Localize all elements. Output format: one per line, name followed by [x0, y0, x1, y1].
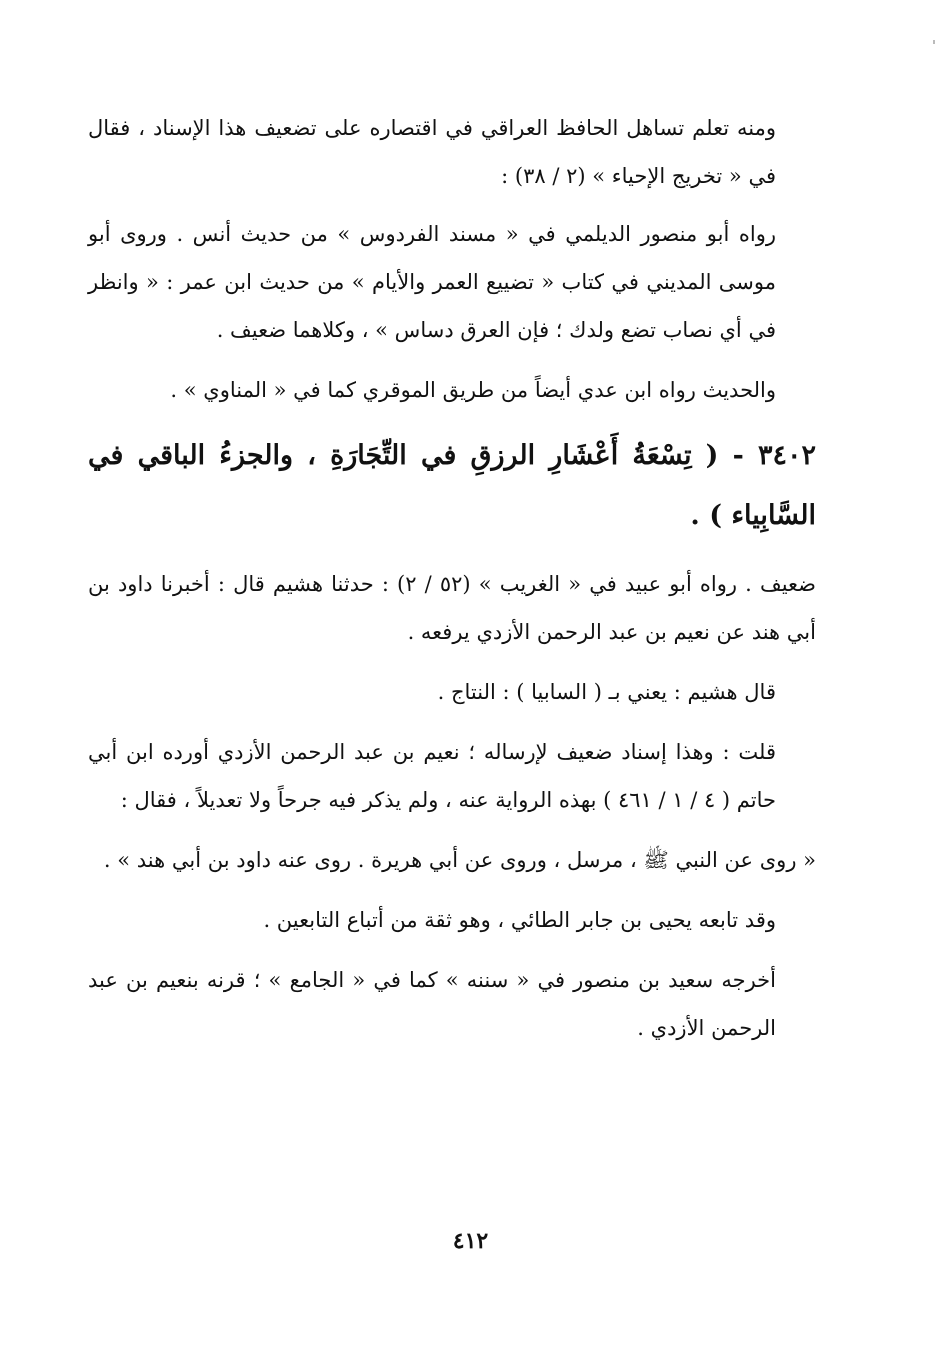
hadith-heading: ٣٤٠٢ - ( تِسْعَةُ أَعْشَارِ الرزقِ في التِّجَارَةِ ، والجزءُ الباقي في السَّابِياء ) . — [88, 440, 816, 531]
page-number: ٤١٢ — [452, 1228, 489, 1254]
paragraph-yahya-ibn-jabir: وقد تابعه يحيى بن جابر الطائي ، وهو ثقة من أتباع التابعين . — [263, 908, 776, 932]
paragraph-quote-ibn-abi-hatim: « روى عن النبي ﷺ ، مرسل ، وروى عن أبي هريرة . روى عنه داود بن أبي هند » . — [103, 848, 816, 872]
paragraph-said-ibn-mansur: أخرجه سعيد بن منصور في « سننه » كما في « الجامع » ؛ قرنه بنعيم بن عبد الرحمن الأزدي . — [88, 968, 776, 1040]
paragraph-daylami-narration: رواه أبو منصور الديلمي في « مسند الفردوس » من حديث أنس . وروى أبو موسى المديني في كتاب « تضييع العمر والأيام » من حديث ابن عمر : « وانظر في أي نصاب تضع ولدك ؛ فإن العرق دساس » ، وكلاهما ضعيف . — [88, 222, 776, 342]
page-body — [88, 104, 816, 1064]
paragraph-isnad-assessment: قلت : وهذا إسناد ضعيف لإرساله ؛ نعيم بن عبد الرحمن الأزدي أورده ابن أبي حاتم ( ٤ / ١ / ٤٦١ ) بهذه الرواية عنه ، ولم يذكر فيه جرحاً ولا تعديلاً ، فقال : — [88, 740, 776, 812]
paragraph-ibn-adi: والحديث رواه ابن عدي أيضاً من طريق الموقري كما في « المناوي » . — [170, 378, 776, 402]
paragraph-iraqi-leniency: ومنه تعلم تساهل الحافظ العراقي في اقتصاره على تضعيف هذا الإسناد ، فقال في « تخريج الإحياء » (٢ / ٣٨) : — [88, 116, 776, 188]
paragraph-hushaym-explanation: قال هشيم : يعني بـ ( السابيا ) : النتاج . — [437, 680, 776, 704]
scan-edge-mark — [933, 40, 935, 44]
paragraph-abu-ubaid: ضعيف . رواه أبو عبيد في « الغريب » (٥٢ / ٢) : حدثنا هشيم قال : أخبرنا داود بن أبي هند عن نعيم بن عبد الرحمن الأزدي يرفعه . — [88, 572, 816, 644]
